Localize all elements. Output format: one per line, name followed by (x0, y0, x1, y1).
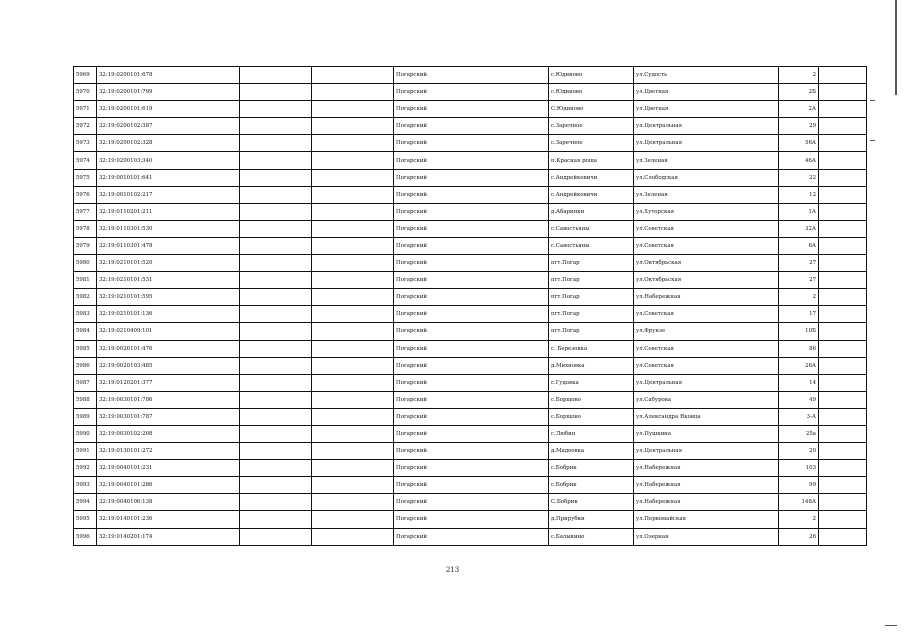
empty-cell (240, 118, 312, 135)
row-number-cell: 5980 (74, 255, 97, 272)
table-row (74, 118, 867, 135)
street-cell: ул.Озерная (634, 528, 779, 545)
cadastral-number-cell: 32:19:0110201:211 (97, 203, 240, 220)
empty-cell (240, 169, 312, 186)
cadastral-number-cell: 32:19:0030102:208 (97, 425, 240, 442)
empty-cell (240, 357, 312, 374)
empty-cell (819, 357, 867, 374)
locality-cell: д.Прирубки (549, 511, 634, 528)
house-number-cell: 1А (779, 203, 819, 220)
table-row (74, 477, 867, 494)
house-number-cell: 46А (779, 152, 819, 169)
table-row (74, 306, 867, 323)
table-row (74, 220, 867, 237)
row-number-cell: 5994 (74, 494, 97, 511)
district-cell: Погарский (394, 528, 549, 545)
table-row (74, 186, 867, 203)
cadastral-number-cell: 32:19:0110301:530 (97, 220, 240, 237)
street-cell: ул.Первомайская (634, 511, 779, 528)
district-cell: Погарский (394, 391, 549, 408)
district-cell: Погарский (394, 494, 549, 511)
cadastral-number-cell: 32:19:0200101:799 (97, 84, 240, 101)
table-row (74, 101, 867, 118)
district-cell: Погарский (394, 511, 549, 528)
cadastral-number-cell: 32:19:0210409:101 (97, 323, 240, 340)
row-number-cell: 5989 (74, 408, 97, 425)
empty-cell (819, 494, 867, 511)
row-number-cell: 5985 (74, 340, 97, 357)
locality-cell: пгт.Погар (549, 306, 634, 323)
street-cell: ул.Цветная (634, 101, 779, 118)
row-number-cell: 5987 (74, 374, 97, 391)
empty-cell (312, 237, 394, 254)
row-number-cell: 5983 (74, 306, 97, 323)
street-cell: ул.Набережная (634, 477, 779, 494)
district-cell: Погарский (394, 220, 549, 237)
district-cell: Погарский (394, 152, 549, 169)
empty-cell (312, 255, 394, 272)
street-cell: ул.Центральная (634, 135, 779, 152)
district-cell: Погарский (394, 460, 549, 477)
table-row (74, 135, 867, 152)
locality-cell: пгт.Погар (549, 289, 634, 306)
locality-cell: с. Березовка (549, 340, 634, 357)
cadastral-number-cell: 32:19:0210101:520 (97, 255, 240, 272)
street-cell: ул.Октябрьская (634, 272, 779, 289)
empty-cell (240, 511, 312, 528)
table-row (74, 289, 867, 306)
empty-cell (312, 67, 394, 84)
district-cell: Погарский (394, 357, 549, 374)
empty-cell (819, 323, 867, 340)
locality-cell: с.Заречное (549, 118, 634, 135)
district-cell: Погарский (394, 84, 549, 101)
empty-cell (819, 477, 867, 494)
house-number-cell: 25а (779, 425, 819, 442)
house-number-cell: 27 (779, 255, 819, 272)
house-number-cell: 99 (779, 477, 819, 494)
empty-cell (240, 84, 312, 101)
scan-tick-mark (870, 100, 875, 101)
empty-cell (240, 460, 312, 477)
street-cell: ул.Сабурова (634, 391, 779, 408)
table-row (74, 528, 867, 545)
empty-cell (312, 408, 394, 425)
empty-cell (312, 391, 394, 408)
street-cell: ул.Набережная (634, 494, 779, 511)
district-cell: Погарский (394, 443, 549, 460)
row-number-cell: 5974 (74, 152, 97, 169)
locality-cell: с.Любин (549, 425, 634, 442)
table-row (74, 272, 867, 289)
empty-cell (240, 425, 312, 442)
locality-cell: с.Бобрик (549, 460, 634, 477)
table-row (74, 443, 867, 460)
empty-cell (312, 477, 394, 494)
empty-cell (312, 84, 394, 101)
row-number-cell: 5993 (74, 477, 97, 494)
cadastral-number-cell: 32:19:0010101:641 (97, 169, 240, 186)
house-number-cell: 6А (779, 237, 819, 254)
locality-cell: д.Михновка (549, 357, 634, 374)
house-number-cell: 12 (779, 186, 819, 203)
empty-cell (819, 135, 867, 152)
street-cell: ул.Пушкина (634, 425, 779, 442)
empty-cell (819, 272, 867, 289)
empty-cell (312, 528, 394, 545)
locality-cell: С.Юдиново (549, 101, 634, 118)
locality-cell: С.Бобрик (549, 494, 634, 511)
house-number-cell: 22 (779, 169, 819, 186)
empty-cell (819, 67, 867, 84)
empty-cell (312, 169, 394, 186)
row-number-cell: 5976 (74, 186, 97, 203)
street-cell: ул.Советская (634, 340, 779, 357)
empty-cell (240, 101, 312, 118)
cadastral-number-cell: 32:19:0200102:328 (97, 135, 240, 152)
cadastral-number-cell: 32:19:0040101:231 (97, 460, 240, 477)
row-number-cell: 5978 (74, 220, 97, 237)
table-row (74, 408, 867, 425)
table-row (74, 340, 867, 357)
empty-cell (312, 272, 394, 289)
house-number-cell: 29 (779, 118, 819, 135)
table-row (74, 203, 867, 220)
empty-cell (240, 289, 312, 306)
cadastral-number-cell: 32:19:0200101:619 (97, 101, 240, 118)
empty-cell (819, 443, 867, 460)
street-cell: ул.Набережная (634, 460, 779, 477)
empty-cell (240, 306, 312, 323)
locality-cell: с.Гудовка (549, 374, 634, 391)
table-row (74, 169, 867, 186)
locality-cell: п.Красная роща (549, 152, 634, 169)
cadastral-number-cell: 32:19:0110301:478 (97, 237, 240, 254)
table-body (74, 67, 867, 546)
row-number-cell: 5990 (74, 425, 97, 442)
empty-cell (819, 391, 867, 408)
street-cell: ул.Центральная (634, 118, 779, 135)
row-number-cell: 5984 (74, 323, 97, 340)
empty-cell (819, 152, 867, 169)
row-number-cell: 5995 (74, 511, 97, 528)
empty-cell (312, 323, 394, 340)
empty-cell (819, 203, 867, 220)
empty-cell (312, 289, 394, 306)
empty-cell (240, 67, 312, 84)
empty-cell (819, 101, 867, 118)
cadastral-number-cell: 32:19:0010102:217 (97, 186, 240, 203)
table-row (74, 152, 867, 169)
district-cell: Погарский (394, 340, 549, 357)
locality-cell: пгт.Погар (549, 323, 634, 340)
street-cell: ул.Советская (634, 220, 779, 237)
locality-cell: с.Балыкино (549, 528, 634, 545)
district-cell: Погарский (394, 169, 549, 186)
scan-tick-mark (870, 140, 875, 141)
house-number-cell: 17 (779, 306, 819, 323)
street-cell: ул.Зеленая (634, 152, 779, 169)
cadastral-number-cell: 32:19:0140201:174 (97, 528, 240, 545)
registry-table (73, 66, 867, 546)
row-number-cell: 5979 (74, 237, 97, 254)
row-number-cell: 5975 (74, 169, 97, 186)
empty-cell (819, 118, 867, 135)
empty-cell (240, 272, 312, 289)
house-number-cell: 86 (779, 340, 819, 357)
empty-cell (312, 152, 394, 169)
street-cell: ул.Советская (634, 306, 779, 323)
district-cell: Погарский (394, 323, 549, 340)
street-cell: ул.Советская (634, 357, 779, 374)
cadastral-number-cell: 32:19:0210101:531 (97, 272, 240, 289)
locality-cell: с.Андрейковичи (549, 169, 634, 186)
empty-cell (240, 186, 312, 203)
locality-cell: д.Абаринки (549, 203, 634, 220)
empty-cell (312, 186, 394, 203)
row-number-cell: 5982 (74, 289, 97, 306)
house-number-cell: 103 (779, 460, 819, 477)
table-row (74, 460, 867, 477)
house-number-cell: 148А (779, 494, 819, 511)
district-cell: Погарский (394, 408, 549, 425)
empty-cell (819, 220, 867, 237)
empty-cell (819, 237, 867, 254)
empty-cell (819, 511, 867, 528)
house-number-cell: 2 (779, 67, 819, 84)
cadastral-number-cell: 32:19:0200103:340 (97, 152, 240, 169)
table-row (74, 323, 867, 340)
row-number-cell: 5970 (74, 84, 97, 101)
scan-edge-mark (895, 0, 897, 95)
house-number-cell: 2 (779, 511, 819, 528)
district-cell: Погарский (394, 477, 549, 494)
street-cell: ул.Зеленая (634, 186, 779, 203)
empty-cell (240, 528, 312, 545)
locality-cell: д.Мадеевка (549, 443, 634, 460)
empty-cell (240, 391, 312, 408)
cadastral-number-cell: 32:19:0200101:678 (97, 67, 240, 84)
table-row (74, 237, 867, 254)
table-row (74, 84, 867, 101)
district-cell: Погарский (394, 203, 549, 220)
page-number: 213 (445, 566, 460, 574)
row-number-cell: 5972 (74, 118, 97, 135)
house-number-cell: 32А (779, 220, 819, 237)
street-cell: ул.Советская (634, 237, 779, 254)
street-cell: ул.Набережная (634, 289, 779, 306)
empty-cell (312, 220, 394, 237)
empty-cell (312, 101, 394, 118)
empty-cell (819, 408, 867, 425)
street-cell: ул.Центральная (634, 443, 779, 460)
empty-cell (819, 306, 867, 323)
table-row (74, 425, 867, 442)
row-number-cell: 5977 (74, 203, 97, 220)
house-number-cell: 10Б (779, 323, 819, 340)
empty-cell (240, 135, 312, 152)
empty-cell (819, 186, 867, 203)
house-number-cell: 49 (779, 391, 819, 408)
district-cell: Погарский (394, 272, 549, 289)
house-number-cell: 3-А (779, 408, 819, 425)
cadastral-number-cell: 32:19:0210101:595 (97, 289, 240, 306)
row-number-cell: 5981 (74, 272, 97, 289)
empty-cell (312, 460, 394, 477)
empty-cell (312, 340, 394, 357)
district-cell: Погарский (394, 306, 549, 323)
empty-cell (819, 374, 867, 391)
empty-cell (240, 408, 312, 425)
empty-cell (819, 340, 867, 357)
empty-cell (240, 477, 312, 494)
empty-cell (240, 374, 312, 391)
street-cell: ул.Фрунзе (634, 323, 779, 340)
empty-cell (312, 306, 394, 323)
empty-cell (240, 237, 312, 254)
locality-cell: с.Борщово (549, 408, 634, 425)
locality-cell: с.Заречное (549, 135, 634, 152)
street-cell: ул.Цветная (634, 84, 779, 101)
house-number-cell: 26А (779, 357, 819, 374)
locality-cell: с.Бобрик (549, 477, 634, 494)
cadastral-number-cell: 32:19:0040101:286 (97, 477, 240, 494)
empty-cell (312, 425, 394, 442)
district-cell: Погарский (394, 135, 549, 152)
locality-cell: с.Юдиново (549, 84, 634, 101)
house-number-cell: 2 (779, 289, 819, 306)
house-number-cell: 26 (779, 528, 819, 545)
empty-cell (819, 528, 867, 545)
street-cell: ул.Слободская (634, 169, 779, 186)
empty-cell (240, 494, 312, 511)
row-number-cell: 5973 (74, 135, 97, 152)
street-cell: ул.Хуторская (634, 203, 779, 220)
table-row (74, 255, 867, 272)
empty-cell (240, 203, 312, 220)
empty-cell (312, 357, 394, 374)
row-number-cell: 5986 (74, 357, 97, 374)
district-cell: Погарский (394, 237, 549, 254)
district-cell: Погарский (394, 425, 549, 442)
empty-cell (240, 255, 312, 272)
empty-cell (240, 152, 312, 169)
empty-cell (312, 494, 394, 511)
empty-cell (819, 84, 867, 101)
empty-cell (819, 169, 867, 186)
cadastral-number-cell: 32:19:0030101:786 (97, 391, 240, 408)
empty-cell (240, 323, 312, 340)
empty-cell (819, 255, 867, 272)
cadastral-number-cell: 32:19:0140101:236 (97, 511, 240, 528)
empty-cell (312, 443, 394, 460)
locality-cell: пгт.Погар (549, 255, 634, 272)
district-cell: Погарский (394, 186, 549, 203)
empty-cell (819, 460, 867, 477)
empty-cell (240, 443, 312, 460)
cadastral-number-cell: 32:19:0040106:138 (97, 494, 240, 511)
row-number-cell: 5996 (74, 528, 97, 545)
row-number-cell: 5988 (74, 391, 97, 408)
district-cell: Погарский (394, 289, 549, 306)
street-cell: ул.Судость (634, 67, 779, 84)
empty-cell (312, 203, 394, 220)
cadastral-number-cell: 32:19:0120201:377 (97, 374, 240, 391)
table-row (74, 357, 867, 374)
house-number-cell: 2А (779, 101, 819, 118)
table-row (74, 494, 867, 511)
locality-cell: с.Савостьяны (549, 237, 634, 254)
locality-cell: с.Юдиново (549, 67, 634, 84)
empty-cell (312, 135, 394, 152)
empty-cell (240, 220, 312, 237)
cadastral-number-cell: 32:19:0020103:485 (97, 357, 240, 374)
street-cell: ул.Александра Яковца (634, 408, 779, 425)
district-cell: Погарский (394, 374, 549, 391)
row-number-cell: 5971 (74, 101, 97, 118)
row-number-cell: 5992 (74, 460, 97, 477)
house-number-cell: 2Б (779, 84, 819, 101)
house-number-cell: 20 (779, 443, 819, 460)
scan-tick-mark (885, 625, 897, 626)
locality-cell: с.Савостьяны (549, 220, 634, 237)
locality-cell: с.Борщово (549, 391, 634, 408)
empty-cell (819, 289, 867, 306)
house-number-cell: 56А (779, 135, 819, 152)
street-cell: ул.Октябрьская (634, 255, 779, 272)
row-number-cell: 5969 (74, 67, 97, 84)
empty-cell (240, 340, 312, 357)
table-row (74, 391, 867, 408)
cadastral-number-cell: 32:19:0130101:272 (97, 443, 240, 460)
district-cell: Погарский (394, 101, 549, 118)
locality-cell: с.Андрейковичи (549, 186, 634, 203)
empty-cell (312, 511, 394, 528)
cadastral-number-cell: 32:19:0030101:787 (97, 408, 240, 425)
house-number-cell: 14 (779, 374, 819, 391)
empty-cell (819, 425, 867, 442)
district-cell: Погарский (394, 67, 549, 84)
street-cell: ул.Центральная (634, 374, 779, 391)
cadastral-number-cell: 32:19:0200102:387 (97, 118, 240, 135)
house-number-cell: 27 (779, 272, 819, 289)
table-row (74, 511, 867, 528)
table-row (74, 67, 867, 84)
cadastral-number-cell: 32:19:0210101:136 (97, 306, 240, 323)
district-cell: Погарский (394, 118, 549, 135)
locality-cell: пгт.Погар (549, 272, 634, 289)
empty-cell (312, 118, 394, 135)
district-cell: Погарский (394, 255, 549, 272)
empty-cell (312, 374, 394, 391)
table-row (74, 374, 867, 391)
row-number-cell: 5991 (74, 443, 97, 460)
cadastral-number-cell: 32:19:0020101:476 (97, 340, 240, 357)
